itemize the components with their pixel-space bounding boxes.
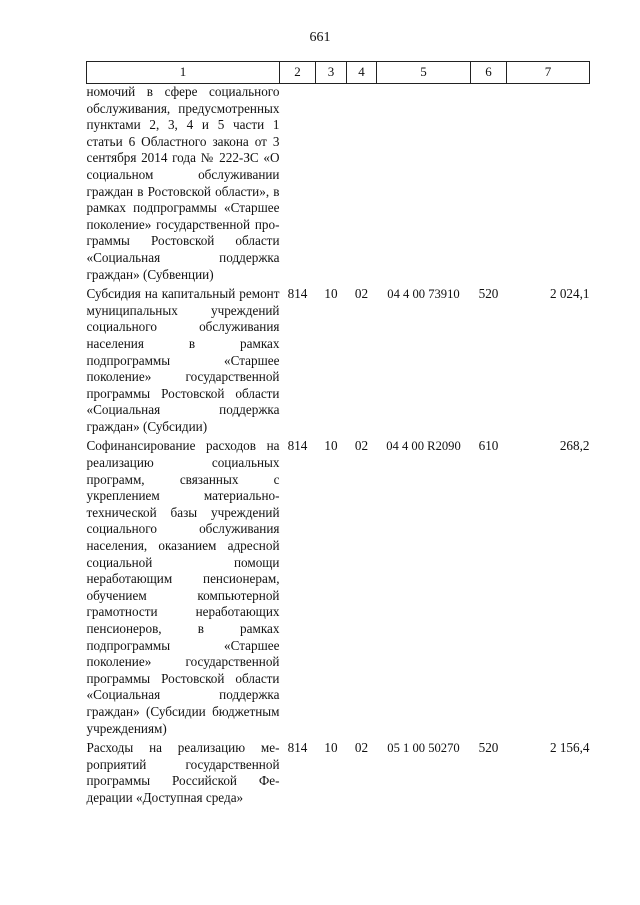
row-description: номочий в сфере социального обслуживания, предусмотренных пунктами 2, 3, 4 и 5 части 1 статьи 6 Областного закона от 3 сентября 2014 года № 222-ЗС «О социальном обслуживании граждан в Ростовской области», в рамках подпрограммы «Старшее поколение» государственной программы Ростовской области «Социальная поддержка граждан» (Субвенции) bbox=[86, 84, 280, 282]
table-row bbox=[87, 740, 590, 806]
column-header-6: 6 bbox=[471, 62, 507, 84]
row-target-article: 05 1 00 50270 bbox=[387, 741, 460, 756]
row-section-code: 10 bbox=[324, 286, 338, 302]
row-subsection-code: 02 bbox=[354, 740, 369, 756]
row-expense-type bbox=[471, 84, 507, 287]
table-row bbox=[87, 438, 590, 740]
table-row bbox=[87, 84, 590, 287]
column-header-2: 2 bbox=[280, 62, 316, 84]
row-section-code bbox=[316, 84, 347, 287]
table-row bbox=[87, 286, 590, 438]
row-ministry-code: 814 bbox=[287, 740, 308, 756]
row-description: Софинансирование расходов на реализацию социальных программ, связанных с укреплением материально-технической базы учреждений социального обслуживания населения, оказанием адресной социальной помощи неработающим пенсионерам, обучением компьютерной грамотности неработающих пенсионеров, в рамках подпрограммы «Старшее поколение» государственной программы Ростовской области «Социальная поддержка граждан» (Субсидии бюджетным учреждениям) bbox=[86, 438, 280, 736]
table-body bbox=[87, 84, 590, 807]
row-amount: 2 156,4 bbox=[549, 740, 590, 756]
row-ministry-code bbox=[280, 84, 316, 287]
column-header-7: 7 bbox=[507, 62, 590, 84]
row-description: Расходы на реализацию мероприятий государственной программы Российской Федерации «Доступная среда» bbox=[86, 740, 280, 805]
column-header-4: 4 bbox=[347, 62, 377, 84]
budget-table bbox=[86, 61, 590, 807]
header-row bbox=[87, 62, 590, 84]
row-section-code: 10 bbox=[324, 740, 338, 756]
row-subsection-code bbox=[347, 84, 377, 287]
row-amount: 268,2 bbox=[559, 438, 590, 454]
column-header-1: 1 bbox=[87, 62, 280, 84]
row-subsection-code: 02 bbox=[354, 286, 369, 302]
row-target-article bbox=[377, 84, 471, 287]
row-target-article: 04 4 00 73910 bbox=[387, 287, 460, 302]
row-amount bbox=[507, 84, 590, 287]
row-amount: 2 024,1 bbox=[549, 286, 590, 302]
row-ministry-code: 814 bbox=[287, 438, 308, 454]
row-expense-type: 520 bbox=[478, 740, 499, 756]
column-header-3: 3 bbox=[316, 62, 347, 84]
row-section-code: 10 bbox=[324, 438, 338, 454]
table-header bbox=[87, 62, 590, 84]
row-expense-type: 520 bbox=[478, 286, 499, 302]
row-ministry-code: 814 bbox=[287, 286, 308, 302]
row-description: Субсидия на капитальный ремонт муниципальных учреждений социального обслуживания населения в рамках подпрограммы «Старшее поколение» государственной программы Ростовской области «Социальная поддержка граждан» (Субсидии) bbox=[86, 286, 280, 434]
column-header-5: 5 bbox=[377, 62, 471, 84]
row-expense-type: 610 bbox=[478, 438, 499, 454]
row-subsection-code: 02 bbox=[354, 438, 369, 454]
page-number: 661 bbox=[309, 30, 331, 45]
row-target-article: 04 4 00 R2090 bbox=[386, 439, 461, 454]
